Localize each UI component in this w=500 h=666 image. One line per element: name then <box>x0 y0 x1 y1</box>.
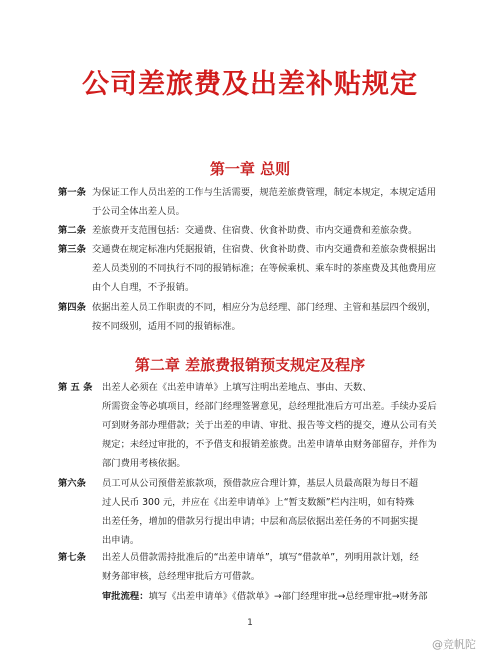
article-5 <box>58 378 450 473</box>
article-line: 于公司全体出差人员。 <box>92 206 185 217</box>
article-line: 为保证工作人员出差的工作与生活需要，规范差旅费管理，制定本规定，本规定适用 <box>92 187 436 198</box>
article-body <box>102 378 450 473</box>
article-number: 第七条 <box>58 552 86 563</box>
article-body <box>102 474 450 550</box>
article-1 <box>58 183 450 221</box>
article-line: 出差人必须在《出差申请单》上填写注明出差地点、事由、天数、 <box>102 382 372 393</box>
article-line: 部门费用考核依据。 <box>102 458 186 469</box>
article-line: 所需资金等必填项目，经部门经理签署意见，总经理批准后方可出差。手续办妥后 <box>102 401 437 412</box>
article-line: 依据出差人员工作职责的不同，相应分为总经理、部门经理、主管和基层四个级别， <box>92 302 436 313</box>
watermark-text: @竞帆陀 <box>432 638 476 651</box>
article-line: 由个人自理，不予报销。 <box>92 282 195 293</box>
article-6 <box>58 474 450 550</box>
article-number: 第四条 <box>58 302 86 313</box>
document-title: 公司差旅费及出差补贴规定 <box>82 69 418 100</box>
article-line: 可到财务部办理借款；关于出差的申请、审批、报告等文档的提交，遵从公司有关 <box>102 420 437 431</box>
article-line: 规定；未经过审批的，不予借支和报销差旅费。出差申请单由财务部留存，并作为 <box>102 439 437 450</box>
watermark <box>432 636 476 652</box>
approval-process <box>102 587 450 606</box>
article-body <box>92 240 450 297</box>
approval-process-label: 审批流程： <box>102 591 149 602</box>
chapter-2-heading: 第二章 差旅费报销预支规定及程序 <box>134 356 366 374</box>
article-line: 过人民币 300 元，并应在《出差申请单》上“暂支数额”栏内注明，如有特殊 <box>102 497 415 508</box>
article-line: 出差任务，增加的借款另行提出申请；中层和高层依据出差任务的不同据实提 <box>102 516 419 527</box>
article-number: 第六条 <box>58 478 86 489</box>
article-body <box>102 548 450 586</box>
article-body <box>92 183 450 221</box>
approval-process-text: 填写《出差申请单》《借款单》→部门经理审批→总经理审批→财务部 <box>148 591 428 602</box>
article-number: 第三条 <box>58 244 86 255</box>
article-3 <box>58 240 450 297</box>
article-line: 按不同级别，适用不同的报销标准。 <box>92 321 241 332</box>
article-body <box>92 298 450 336</box>
article-line: 出申请。 <box>102 535 140 546</box>
page-number: 1 <box>247 618 253 628</box>
article-number: 第一条 <box>58 187 86 198</box>
article-2 <box>58 221 450 240</box>
article-body <box>92 221 450 240</box>
chapter-1-heading: 第一章 总则 <box>209 160 291 178</box>
article-number: 第二条 <box>58 225 86 236</box>
article-line: 财务部审核，总经理审批后方可借款。 <box>102 571 261 582</box>
article-line: 员工可从公司预借差旅款项，预借款应合理计算，基层人员最高限为每日不超 <box>102 478 419 489</box>
article-line: 差人员类别的不同执行不同的报销标准；在等候乘机、乘车时的茶座费及其他费用应 <box>92 263 436 274</box>
article-line: 差旅费开支范围包括：交通费、住宿费、伙食补助费、市内交通费和差旅杂费。 <box>92 225 418 236</box>
article-7 <box>58 548 450 586</box>
article-line: 出差人员借款需持批准后的“出差申请单”，填写“借款单”，列明用款计划，经 <box>102 552 419 563</box>
article-number: 第 五 条 <box>58 382 93 393</box>
article-line: 交通费在规定标准内凭据报销，住宿费、伙食补助费、市内交通费和差旅杂费根据出 <box>92 244 436 255</box>
article-4 <box>58 298 450 336</box>
